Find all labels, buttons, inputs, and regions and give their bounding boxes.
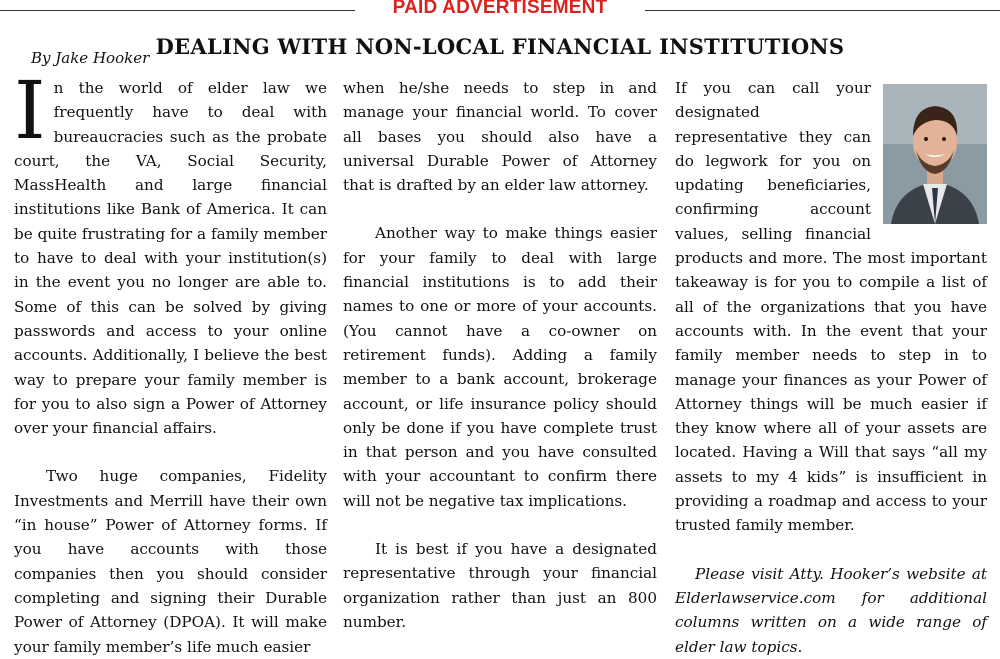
author-photo — [883, 84, 987, 224]
byline: By Jake Hooker — [31, 49, 150, 67]
article-headline: DEALING WITH NON-LOCAL FINANCIAL INSTITUTIONS — [155, 34, 845, 59]
paragraph-1 — [14, 64, 327, 440]
paragraph-2-part-1: Two huge companies, Fidelity Investments and Merrill have their own “in house” Power of Attorney forms. If you have accounts with those companies then you should consider completing and signing their Durable Power of Attorney (DPOA). It will make your family member’s life much easier — [14, 467, 327, 656]
author-portrait-image — [883, 84, 987, 224]
paragraph-2-part-2: when he/she needs to step in and manage your financial world. To cover all bases you should also have a universal Durable Power of Attorney that is drafted by an elder law attorney. — [343, 79, 657, 195]
paragraph-4-part-1: It is best if you have a designated representative through your financial organization rather than just an 800 number. — [343, 540, 657, 631]
article-column-1 — [14, 64, 327, 659]
drop-cap: I — [14, 64, 46, 157]
article-column-3 — [675, 76, 987, 659]
paid-advertisement-banner: PAID ADVERTISEMENT — [392, 0, 608, 18]
header-rule-left — [0, 10, 355, 11]
header-rule-right — [645, 10, 1000, 11]
article-column-2 — [343, 76, 657, 634]
paragraph-3: Another way to make things easier for your family to deal with large financial institutions is to add their names to one or more of your accounts. (You cannot have a co-owner on retirement funds). Adding a family member to a bank account, brokerage account, or life insurance policy should only be done if you have complete trust in that person and you have consulted with your accountant to confirm there will not be negative tax implications. — [343, 224, 657, 510]
closing-note: Please visit Atty. Hooker’s website at Elderlawservice.com for additional columns written on a wide range of elder law topics. — [675, 564, 987, 656]
paragraph-4-part-2: If you can call your designated representative they can do legwork for you on updating beneficiaries, confirming account values, selling financial products and more. The most important takeaway is for you to compile a list of all of the organizations that you have accounts with. In the event that your family member needs to step in to manage your finances as your Power of Attorney things will be much easier if they know where all of your assets are located. Having a Will that says “all my assets to my 4 kids” is insufficient in providing a roadmap and access to your trusted family member. — [675, 79, 987, 535]
paragraph-1-text: n the world of elder law we frequently have to deal with bureaucracies such as the probate court, the VA, Social Security, MassHealth and large financial institutions like Bank of America. It can be quite frustrating for a family member to have to deal with your institution(s) in the event you no longer are able to. Some of this can be solved by giving passwords and access to your online accounts. Additionally, I believe the best way to prepare your family member is for you to also sign a Power of Attorney over your financial affairs. — [14, 79, 327, 438]
